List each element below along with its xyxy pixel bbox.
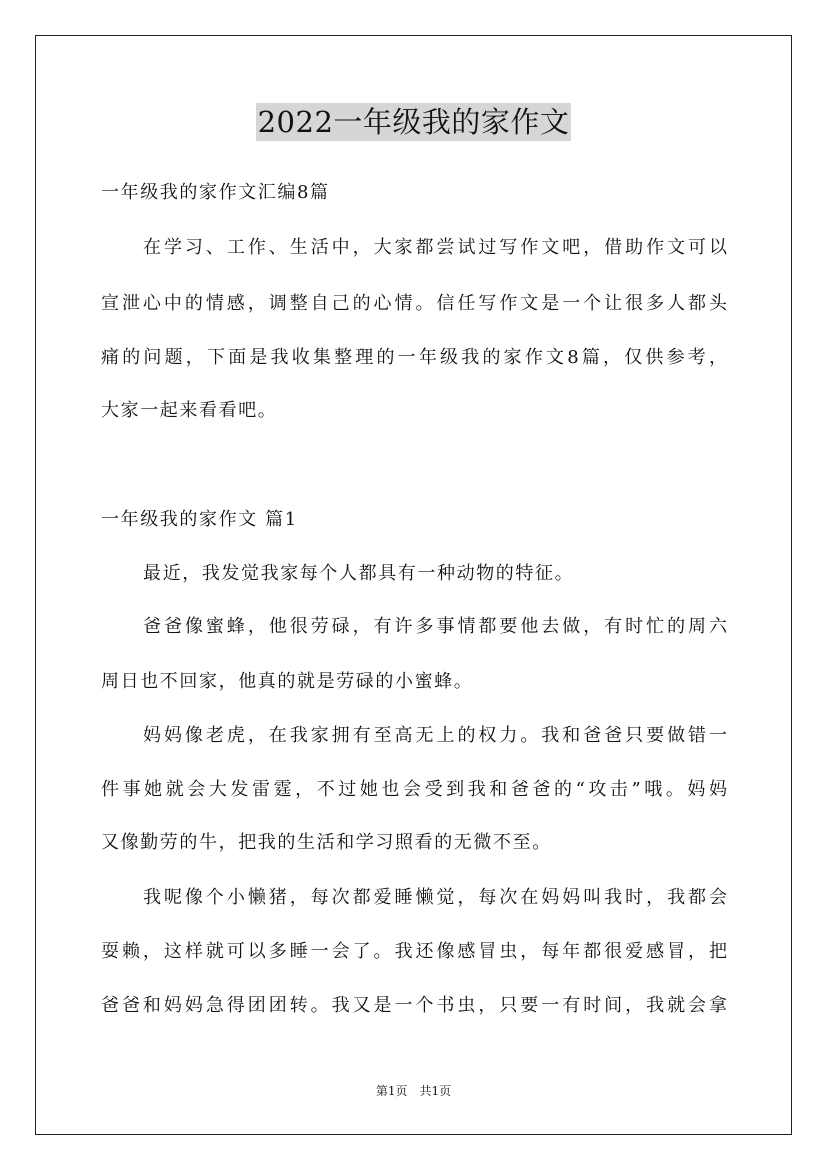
title-container xyxy=(0,103,827,141)
intro-line: 宣泄心中的情感，调整自己的心情。信任写作文是一个让很多人都头 xyxy=(101,293,727,314)
intro-line: 大家一起来看看吧。 xyxy=(101,400,278,421)
body-line: 周日也不回家，他真的就是劳碌的小蜜蜂。 xyxy=(101,671,474,692)
body-line: 最近，我发觉我家每个人都具有一种动物的特征。 xyxy=(143,563,575,584)
intro-line: 在学习、工作、生活中，大家都尝试过写作文吧，借助作文可以 xyxy=(143,237,727,258)
page-number: 第1页 共1页 xyxy=(375,1084,452,1098)
body-line: 又像勤劳的牛，把我的生活和学习照看的无微不至。 xyxy=(101,832,552,853)
body-line: 爸爸和妈妈急得团团转。我又是一个书虫，只要一有时间，我就会拿 xyxy=(101,995,727,1016)
body-line: 件事她就会大发雷霆，不过她也会受到我和爸爸的“攻击”哦。妈妈 xyxy=(101,779,727,800)
body-line: 妈妈像老虎，在我家拥有至高无上的权力。我和爸爸只要做错一 xyxy=(143,725,727,746)
document-title: 2022一年级我的家作文 xyxy=(257,105,570,139)
body-line: 耍赖，这样就可以多睡一会了。我还像感冒虫，每年都很爱感冒，把 xyxy=(101,941,727,962)
document-subtitle: 一年级我的家作文汇编8篇 xyxy=(101,182,330,203)
body-line: 爸爸像蜜蜂，他很劳碌，有许多事情都要他去做，有时忙的周六 xyxy=(143,616,727,637)
body-line: 我呢像个小懒猪，每次都爱睡懒觉，每次在妈妈叫我时，我都会 xyxy=(143,887,727,908)
section-heading: 一年级我的家作文 篇1 xyxy=(101,509,298,530)
intro-line: 痛的问题，下面是我收集整理的一年级我的家作文8篇，仅供参考， xyxy=(101,347,727,368)
